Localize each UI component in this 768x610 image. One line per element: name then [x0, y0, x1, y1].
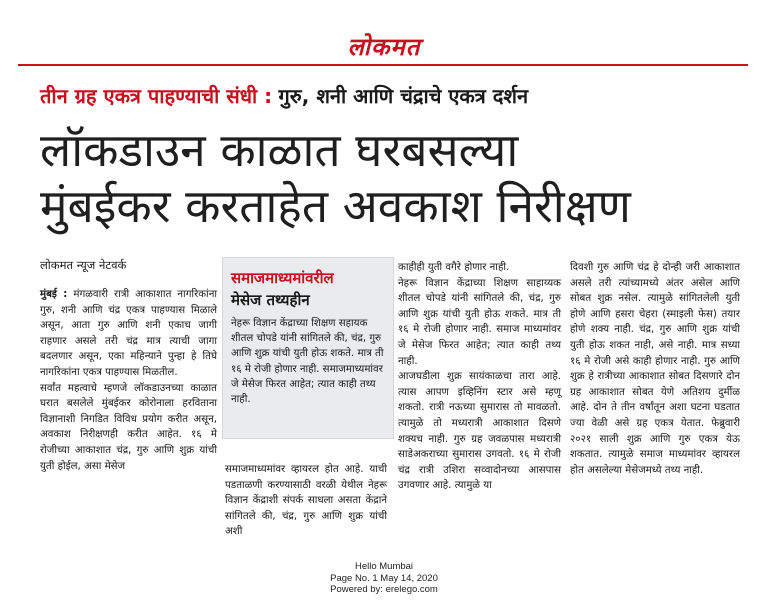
masthead-divider [18, 64, 748, 66]
column-3-paragraph-3: आजघडीला शुक्र सायंकाळचा तारा आहे. त्यास आपण इव्हिनिंग स्टार असे म्हणू शकतो. रात्री नऊच्या सुमारास तो मावळतो. त्यामुळे तो मध्यरात्री आकाशात दिसणे शक्यच नाही. गुरु ग्रह जवळपास मध्यरात्री साडेअकराच्या सुमारास उगवतो. १६ मे रोजी चंद्र रात्री उशिरा सव्वादोनच्या आसपास उगवणार आहे. त्यामुळे या [398, 371, 561, 492]
column-3 [398, 260, 561, 494]
headline [40, 122, 740, 234]
sidebar-box [222, 257, 394, 439]
headline-line-1: लॉकडाउन काळात घरबसल्या [40, 123, 519, 177]
kicker [40, 82, 528, 109]
column-4-paragraph-1: दिवशी गुरु आणि चंद्र हे दोन्ही जरी आकाशात असले तरी त्यांच्यामध्ये अंतर असेल आणि सोबत शुक्र नसेल. त्यामुळे सांगितलेली युती होणे आणि हसरा चेहरा (स्माइली फेस) तयार होणे शक्य नाही. चंद्र, गुरु आणि शुक्र यांची युती होऊ शकत नाही, असे नाही. मात्र सध्या १६ मे रोजी असे काही होणार नाही. गुरु आणि शुक्र हे रात्रीच्या आकाशात सोबत दिसणारे दोन ग्रह आकाशात सोबत येणे अतिशय दुर्मीळ आहे. दोन ते तीन वर्षांतून अशा घटना घडतात ज्या वेळी असे ग्रह एकत्र येतात. फेब्रुवारी २०२१ साली शुक्र आणि गुरु एकत्र येऊ शकतात. त्यामुळे समाज माध्यमांवर व्हायरल होत असलेल्या मेसेजमध्ये तथ्य नाही. [570, 262, 740, 476]
column-3-paragraph-1: काहीही युती वगैरे होणार नाही. [398, 262, 510, 273]
column-1 [40, 287, 217, 474]
byline: लोकमत न्यूज नेटवर्क [40, 258, 127, 272]
page-footer [0, 561, 768, 596]
column-2 [225, 462, 387, 540]
masthead-logo: लोकमत [347, 33, 421, 61]
kicker-black: गुरु, शनी आणि चंद्राचे एकत्र दर्शन [278, 84, 529, 108]
headline-line-2: मुंबईकर करताहेत अवकाश निरीक्षण [40, 179, 631, 233]
footer-edition: Hello Mumbai [354, 561, 414, 572]
column-1-paragraph-1: मुंबई : मंगळवारी रात्री आकाशात नागरिकांना गुरु, शनी आणि चंद्र एकत्र पाहण्यास मिळाले असून, आता गुरु आणि शनी एकाच जागी राहणार असले तरी चंद्र मात्र त्याची जागा बदलणार असून, एका महिन्याने पुन्हा हे तिघे नागरिकांना एकत्र पाहण्यास मिळतील. [40, 289, 217, 378]
box-body: नेहरू विज्ञान केंद्राच्या शिक्षण सहायक शीतल चोपडे यांनी सांगितले की, चंद्र, गुरु आणि शुक्र यांची युती होऊ शकते. मात्र ती १६ मे रोजी होणार नाही. समाजमाध्यमांवर जे मेसेज फिरत आहेत; त्यात काही तथ्य नाही. [231, 318, 384, 406]
footer-page-date: Page No. 1 May 14, 2020 [330, 572, 438, 584]
box-title-red: समाजमाध्यमांवरील [231, 269, 334, 287]
column-3-paragraph-2: नेहरू विज्ञान केंद्राच्या शिक्षण साहाय्यक शीतल चोपडे यांनी सांगितले की, चंद्र, गुरु आणि शुक्र यांची युती होऊ शकते. मात्र ती १६ मे रोजी होणार नाही. समाज माध्यमांवर जे मेसेज फिरत आहेत; त्यात काही तथ्य नाही. [398, 277, 561, 367]
column-1-paragraph-2: सर्वांत महत्वाचे म्हणजे लॉकडाउनच्या काळात घरात बसलेले मुंबईकर कोरोनाला हरविताना विज्ञानाशी निगडित विविध प्रयोग करीत असून, अवकाश निरीक्षणही करीत आहेत. १६ मे रोजीच्या आकाशात चंद्र, गुरु आणि शुक्र यांची युती होईल, असा मेसेज [40, 382, 217, 472]
column-2-paragraph-1: समाजमाध्यमांवर व्हायरल होत आहे. याची पडताळणी करण्यासाठी वरळी येथील नेहरू विज्ञान केंद्राशी संपर्क साधला असता केंद्राने सांगितले की, चंद्र, गुरु आणि शुक्र यांची अशी [225, 464, 387, 538]
kicker-red: तीन ग्रह एकत्र पाहण्याची संधी : [40, 84, 273, 108]
column-4 [570, 260, 740, 478]
dateline: मुंबई : [40, 289, 68, 300]
box-title-black: मेसेज तथ्यहीन [231, 291, 310, 309]
footer-powered-by: Powered by: erelego.com [330, 584, 438, 595]
